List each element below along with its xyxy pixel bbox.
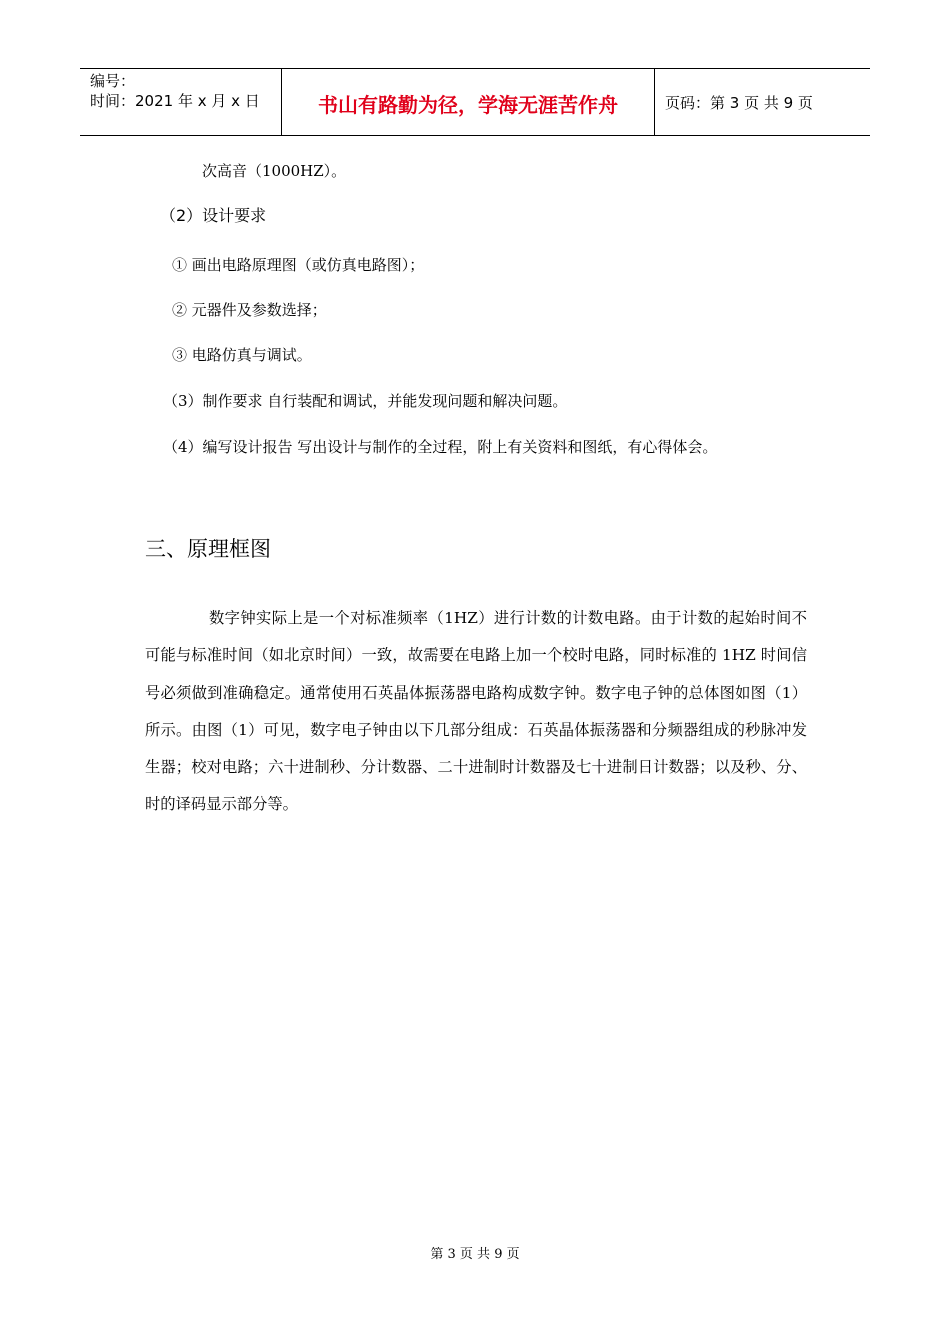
document-date-label: 时间：2021 年 x 月 x 日 [90,92,260,110]
design-item-3: ③ 电路仿真与调试。 [172,346,312,364]
header-motto-cell [282,69,655,135]
report-requirements: （4）编写设计报告 写出设计与制作的全过程，附上有关资料和图纸，有心得体会。 [163,438,718,456]
design-item-1: ① 画出电路原理图（或仿真电路图）； [172,256,425,274]
production-requirements: （3）制作要求 自行装配和调试，并能发现问题和解决问题。 [163,392,568,410]
design-requirements-heading: （2）设计要求 [160,206,267,225]
design-item-2: ② 元器件及参数选择； [172,301,327,319]
footer-page-number: 第 3 页 共 9 页 [430,1247,520,1262]
header-info-cell [80,69,282,135]
continuation-line: 次高音（1000HZ）。 [202,162,347,180]
header-table [80,68,870,136]
section-title: 三、原理框图 [145,537,271,561]
header-page-cell [655,69,870,135]
header-motto: 书山有路勤为径，学海无涯苦作舟 [318,93,618,117]
principle-paragraph: 数字钟实际上是一个对标准频率（1HZ）进行计数的计数电路。由于计数的起始时间不可能与标准时间（如北京时间）一致，故需要在电路上加一个校时电路，同时标准的 1HZ 时间信号必须做到准确稳定。通常使用石英晶体振荡器电路构成数字钟。数字电子钟的总体图如图（1）所示。由图（1）可见，数字电子钟由以下几部分组成：石英晶体振荡器和分频器组成的秒脉冲发生器；校对电路；六十进制秒、分计数器、二十进制时计数器及七十进制日计数器；以及秒、分、时的译码显示部分等。 [145,609,807,814]
document-code-label: 编号： [90,72,136,90]
header-page-number: 页码：第 3 页 共 9 页 [665,94,813,112]
